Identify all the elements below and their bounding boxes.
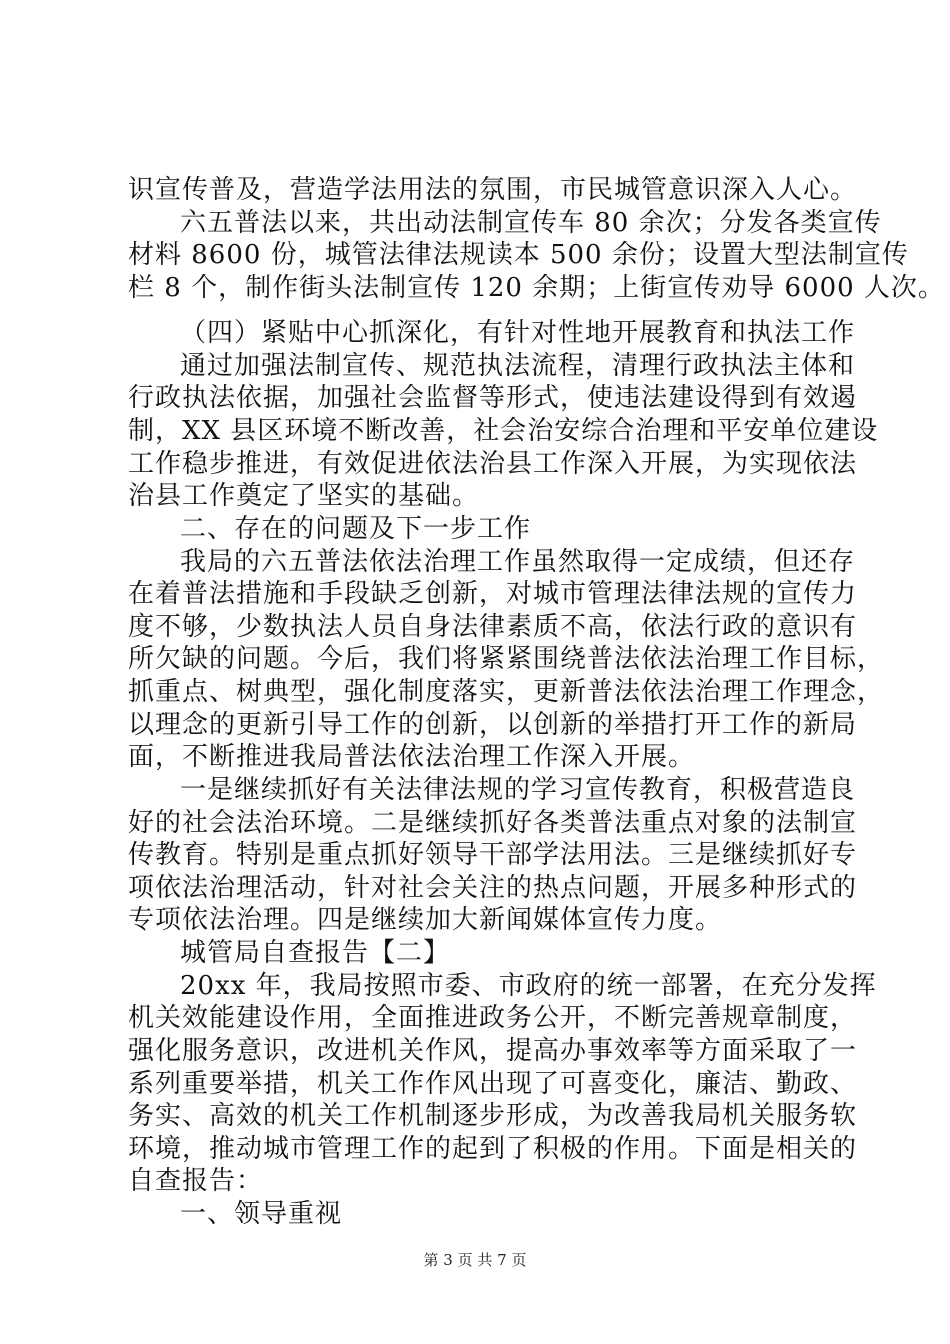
page-footer: 第 3 页 共 7 页	[423, 1251, 527, 1269]
body-line: 机关效能建设作用，全面推进政务公开，不断完善规章制度，	[128, 1003, 858, 1033]
body-line: 材料 8600 份，城管法律法规读本 500 余份；设置大型法制宣传	[128, 240, 909, 270]
body-line: 以理念的更新引导工作的创新，以创新的举措打开工作的新局	[128, 710, 858, 740]
body-line: 项依法治理活动，针对社会关注的热点问题，开展多种形式的	[128, 873, 858, 903]
body-line: 抓重点、树典型，强化制度落实，更新普法依法治理工作理念，	[128, 677, 885, 707]
body-line: 专项依法治理。四是继续加大新闻媒体宣传力度。	[128, 905, 723, 935]
body-line: 传教育。特别是重点抓好领导干部学法用法。三是继续抓好专	[128, 840, 858, 870]
body-line: 度不够，少数执法人员自身法律素质不高，依法行政的意识有	[128, 612, 858, 642]
report-title: 城管局自查报告【二】	[180, 938, 451, 968]
body-line: 自查报告：	[128, 1166, 264, 1196]
body-line: 工作稳步推进，有效促进依法治县工作深入开展，为实现依法	[128, 449, 858, 479]
body-line: 行政执法依据，加强社会监督等形式，使违法建设得到有效遏	[128, 383, 858, 413]
body-line: 制，XX 县区环境不断改善，社会治安综合治理和平安单位建设	[128, 416, 879, 446]
body-line: 识宣传普及，营造学法用法的氛围，市民城管意识深入人心。	[128, 175, 858, 205]
body-line: 六五普法以来，共出动法制宣传车 80 余次；分发各类宣传	[180, 208, 882, 238]
body-line: 面，不断推进我局普法依法治理工作深入开展。	[128, 742, 696, 772]
section-heading: 一、领导重视	[180, 1199, 343, 1229]
body-line: 强化服务意识，改进机关作风，提高办事效率等方面采取了一	[128, 1036, 858, 1066]
body-line: 好的社会法治环境。二是继续抓好各类普法重点对象的法制宣	[128, 808, 858, 838]
body-line: 治县工作奠定了坚实的基础。	[128, 481, 480, 511]
section-heading: 二、存在的问题及下一步工作	[180, 514, 532, 544]
body-line: 环境，推动城市管理工作的起到了积极的作用。下面是相关的	[128, 1134, 858, 1164]
body-line: 在着普法措施和手段缺乏创新，对城市管理法律法规的宣传力	[128, 579, 858, 609]
section-heading: （四）紧贴中心抓深化，有针对性地开展教育和执法工作	[180, 318, 856, 348]
body-line: 20xx 年，我局按照市委、市政府的统一部署，在充分发挥	[180, 971, 877, 1001]
body-line: 系列重要举措，机关工作作风出现了可喜变化，廉洁、勤政、	[128, 1069, 858, 1099]
body-line: 务实、高效的机关工作机制逐步形成，为改善我局机关服务软	[128, 1101, 858, 1131]
body-line: 通过加强法制宣传、规范执法流程，清理行政执法主体和	[180, 351, 856, 381]
body-line: 我局的六五普法依法治理工作虽然取得一定成绩，但还存	[180, 547, 856, 577]
body-line: 所欠缺的问题。今后，我们将紧紧围绕普法依法治理工作目标，	[128, 644, 885, 674]
body-line: 栏 8 个，制作街头法制宣传 120 余期；上街宣传劝导 6000 人次。	[128, 273, 945, 303]
body-line: 一是继续抓好有关法律法规的学习宣传教育，积极营造良	[180, 775, 856, 805]
